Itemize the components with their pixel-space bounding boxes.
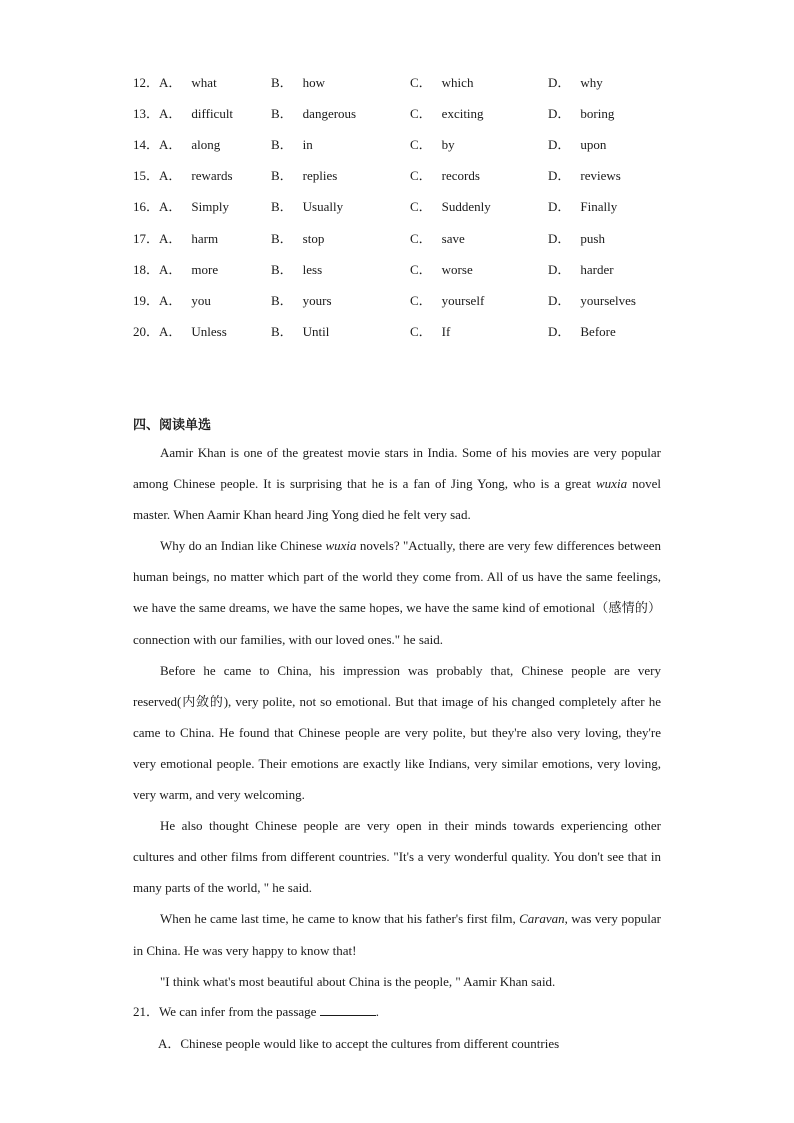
option-d[interactable] <box>548 134 688 153</box>
option-text: save <box>441 230 465 246</box>
answer-blank <box>320 1003 376 1016</box>
option-letter: D． <box>548 323 571 339</box>
option-letter: A． <box>159 75 182 91</box>
cloze-options-list <box>133 66 693 346</box>
option-text: rewards <box>191 168 233 184</box>
option-text: less <box>302 261 323 277</box>
option-d[interactable] <box>548 259 688 278</box>
paragraph-text: novels? "Actually, there are very few differences between human beings, no matter which part of the world they come from. All of us have the same feelings, we have the same dreams, we have the same hopes, we have the same kind of emotional（感情的）connection with our families, with our loved ones." he said. <box>133 538 661 647</box>
option-letter: D． <box>548 230 571 246</box>
option-letter: B． <box>271 230 293 246</box>
option-letter: D． <box>548 137 571 153</box>
option-text: Finally <box>580 199 618 215</box>
question-number: 18． <box>133 261 160 277</box>
option-text: stop <box>302 230 325 246</box>
option-letter: B． <box>271 261 293 277</box>
option-text: why <box>580 75 603 91</box>
option-letter: B． <box>271 137 293 153</box>
option-text: yourselves <box>580 292 636 308</box>
passage-paragraph-4: He also thought Chinese people are very open in their minds towards experiencing other cultures and other films from different countries. "It's a very wonderful quality. You don't see that in many parts of the world, " he said. <box>133 818 661 896</box>
option-d[interactable] <box>548 72 688 91</box>
option-a[interactable] <box>133 321 271 340</box>
question-option-row <box>133 128 693 159</box>
option-letter: D． <box>548 168 571 184</box>
option-letter: D． <box>548 75 571 91</box>
option-letter: D． <box>548 106 571 122</box>
option-a[interactable] <box>133 134 271 153</box>
option-letter: B． <box>271 168 293 184</box>
option-c[interactable] <box>410 72 548 91</box>
paragraph-text: , was very popular in China. He was very happy to know that! <box>133 911 661 958</box>
option-text: you <box>191 292 211 308</box>
option-text: difficult <box>191 106 234 122</box>
option-letter: C． <box>410 261 432 277</box>
option-text: how <box>302 75 326 91</box>
option-letter: A． <box>159 323 182 339</box>
option-a[interactable] <box>133 196 271 215</box>
option-b[interactable] <box>271 321 410 340</box>
option-letter: B． <box>271 323 293 339</box>
question-option-row <box>133 284 693 315</box>
option-b[interactable] <box>271 72 410 91</box>
question-option-row <box>133 190 693 221</box>
option-c[interactable] <box>410 103 548 122</box>
option-text: harder <box>580 261 614 277</box>
question-text: We can infer from the passage <box>159 1004 320 1019</box>
option-text: in <box>302 137 313 153</box>
option-text: yourself <box>441 292 485 308</box>
option-letter: A． <box>159 292 182 308</box>
option-letter: C． <box>410 106 432 122</box>
option-letter: A． <box>159 168 182 184</box>
option-letter: D． <box>548 292 571 308</box>
option-letter: C． <box>410 75 432 91</box>
option-b[interactable] <box>271 290 410 309</box>
option-letter: C． <box>410 323 432 339</box>
option-text: reviews <box>580 168 621 184</box>
question-number: 14． <box>133 137 160 153</box>
option-letter: C． <box>410 292 432 308</box>
option-letter: A． <box>159 137 182 153</box>
option-c[interactable] <box>410 259 548 278</box>
option-text: replies <box>302 168 338 184</box>
question-number: 16． <box>133 199 160 215</box>
option-letter: C． <box>410 168 432 184</box>
option-text: worse <box>441 261 473 277</box>
option-c[interactable] <box>410 134 548 153</box>
option-text: records <box>441 168 480 184</box>
option-b[interactable] <box>271 165 410 184</box>
option-b[interactable] <box>271 103 410 122</box>
option-a[interactable] <box>133 72 271 91</box>
option-a[interactable] <box>133 165 271 184</box>
question-number: 13． <box>133 106 160 122</box>
option-d[interactable] <box>548 103 688 122</box>
option-letter: D． <box>548 199 571 215</box>
question-21-option-a[interactable] <box>158 1028 678 1059</box>
option-d[interactable] <box>548 165 688 184</box>
option-c[interactable] <box>410 321 548 340</box>
question-end: . <box>375 1004 379 1019</box>
option-letter: B． <box>271 199 293 215</box>
option-text: what <box>191 75 217 91</box>
option-a[interactable] <box>133 228 271 247</box>
option-b[interactable] <box>271 259 410 278</box>
passage-paragraph-3: Before he came to China, his impression was probably that, Chinese people are very reserved(内敛的), very polite, not so emotional. But that image of his changed completely after he came to China. He found that Chinese people are very polite, but they're also very loving, they're very emotional people. Their emotions are exactly like Indians, very similar emotions, very loving, very warm, and very welcoming. <box>133 662 661 803</box>
option-text: upon <box>580 137 607 153</box>
passage-paragraph-1 <box>133 437 661 530</box>
option-text: Chinese people would like to accept the cultures from different countries <box>180 1036 560 1051</box>
option-a[interactable] <box>133 103 271 122</box>
question-option-row <box>133 315 693 346</box>
section-title: 四、阅读单选 <box>133 418 212 433</box>
question-number: 12． <box>133 75 160 91</box>
paragraph-text: When he came last time, he came to know that his father's first film, <box>160 911 520 927</box>
option-text: which <box>441 75 474 91</box>
paragraph-text: novel master. When Aamir Khan heard Jing Yong died he felt very sad. <box>133 476 662 523</box>
paragraph-text: Why do an Indian like Chinese <box>160 538 326 554</box>
paragraph-text: Aamir Khan is one of the greatest movie stars in India. Some of his movies are very popular among Chinese people. It is surprising that he is a fan of Jing Yong, who is a great <box>133 445 661 492</box>
passage-paragraph-5 <box>133 903 661 965</box>
option-d[interactable] <box>548 196 688 215</box>
option-text: by <box>441 137 455 153</box>
question-number: 19． <box>133 292 160 308</box>
option-text: Usually <box>302 199 344 215</box>
option-text: more <box>191 261 219 277</box>
question-number: 21． <box>133 1004 160 1019</box>
question-option-row <box>133 253 693 284</box>
option-a[interactable] <box>133 290 271 309</box>
option-letter: A． <box>158 1036 181 1051</box>
question-number: 15． <box>133 168 160 184</box>
option-letter: D． <box>548 261 571 277</box>
option-letter: B． <box>271 292 293 308</box>
option-letter: A． <box>159 199 182 215</box>
option-d[interactable] <box>548 290 688 309</box>
passage-paragraph-2 <box>133 530 661 654</box>
option-text: Simply <box>191 199 229 215</box>
option-text: If <box>441 323 451 339</box>
option-text: Suddenly <box>441 199 491 215</box>
option-c[interactable] <box>410 290 548 309</box>
option-text: Before <box>580 323 616 339</box>
question-option-row <box>133 159 693 190</box>
option-b[interactable] <box>271 196 410 215</box>
option-d[interactable] <box>548 228 688 247</box>
option-text: dangerous <box>302 106 357 122</box>
option-letter: C． <box>410 230 432 246</box>
option-text: push <box>580 230 605 246</box>
reading-passage <box>133 437 661 997</box>
option-letter: A． <box>159 230 182 246</box>
italic-term: wuxia <box>596 476 628 492</box>
option-text: Until <box>302 323 330 339</box>
option-letter: A． <box>159 106 182 122</box>
question-option-row <box>133 221 693 252</box>
option-b[interactable] <box>271 228 410 247</box>
question-number: 20． <box>133 323 160 339</box>
option-c[interactable] <box>410 228 548 247</box>
option-letter: C． <box>410 199 432 215</box>
question-option-row <box>133 97 693 128</box>
option-text: Unless <box>191 323 227 339</box>
option-text: exciting <box>441 106 484 122</box>
option-letter: B． <box>271 75 293 91</box>
option-text: along <box>191 137 221 153</box>
question-number: 17． <box>133 230 160 246</box>
option-letter: C． <box>410 137 432 153</box>
option-d[interactable] <box>548 321 688 340</box>
option-text: harm <box>191 230 219 246</box>
option-c[interactable] <box>410 196 548 215</box>
option-b[interactable] <box>271 134 410 153</box>
option-letter: A． <box>159 261 182 277</box>
italic-film-title: Caravan <box>519 911 565 927</box>
option-letter: B． <box>271 106 293 122</box>
option-text: yours <box>302 292 332 308</box>
option-c[interactable] <box>410 165 548 184</box>
question-21 <box>133 996 661 1027</box>
option-a[interactable] <box>133 259 271 278</box>
option-text: boring <box>580 106 615 122</box>
passage-paragraph-6: "I think what's most beautiful about China is the people, " Aamir Khan said. <box>160 973 556 989</box>
italic-term: wuxia <box>325 538 357 554</box>
question-option-row <box>133 66 693 97</box>
